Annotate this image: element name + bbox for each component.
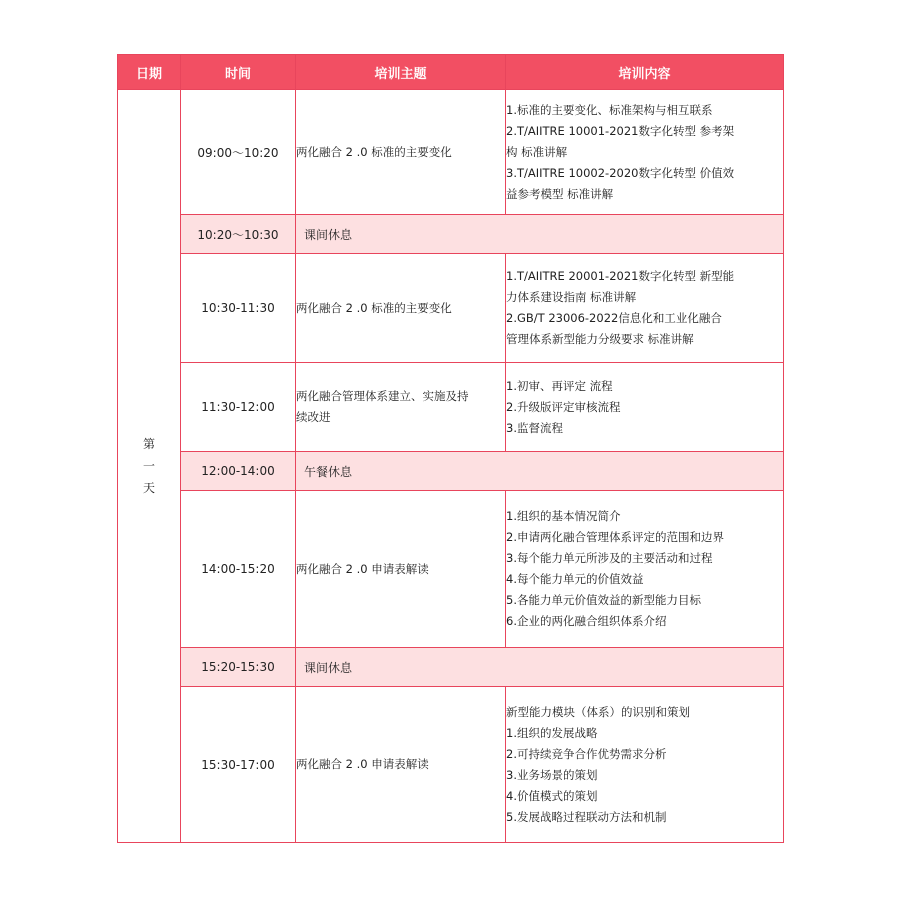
content-line: 2.GB/T 23006-2022信息化和工业化融合 (506, 311, 722, 325)
content-line: 6.企业的两化融合组织体系介绍 (506, 614, 667, 628)
content-line: 管理体系新型能力分级要求 标准讲解 (506, 332, 694, 346)
topic-cell: 两化融合 2 .0 申请表解读 (296, 687, 506, 843)
content-line: 3.T/AIITRE 10002-2020数字化转型 价值效 (506, 165, 735, 180)
content-line: 5.各能力单元价值效益的新型能力目标 (506, 593, 701, 607)
content-line: 1.组织的基本情况简介 (506, 509, 621, 523)
training-schedule-table (117, 54, 784, 843)
break-label: 课间休息 (296, 215, 784, 254)
content-line: 2.T/AIITRE 10001-2021数字化转型 参考架 (506, 123, 735, 138)
content-line: 1.初审、再评定 流程 (506, 378, 613, 393)
header-row (118, 55, 784, 90)
break-label: 午餐休息 (296, 452, 784, 491)
content-cell (506, 491, 784, 648)
header-time: 时间 (181, 55, 296, 90)
topic-line: 续改进 (296, 410, 331, 424)
time-cell: 12:00-14:00 (181, 452, 296, 491)
session-row (118, 254, 784, 363)
session-row (118, 491, 784, 648)
topic-cell (296, 363, 506, 452)
break-row (118, 215, 784, 254)
header-topic: 培训主题 (296, 55, 506, 90)
session-row (118, 363, 784, 452)
day-char: 第 (142, 437, 155, 451)
content-line: 力体系建设指南 标准讲解 (506, 290, 637, 304)
content-line: 5.发展战略过程联动方法和机制 (506, 809, 667, 824)
break-row (118, 452, 784, 491)
topic-cell: 两化融合 2 .0 标准的主要变化 (296, 254, 506, 363)
content-line: 1.T/AIITRE 20001-2021数字化转型 新型能 (506, 269, 735, 283)
content-line: 4.价值模式的策划 (506, 788, 598, 803)
content-cell (506, 363, 784, 452)
header-date: 日期 (118, 55, 181, 90)
time-cell: 15:20-15:30 (181, 648, 296, 687)
content-line: 构 标准讲解 (506, 144, 568, 159)
content-line: 益参考模型 标准讲解 (506, 186, 614, 201)
time-cell: 10:20～10:30 (181, 215, 296, 254)
time-cell: 15:30-17:00 (181, 687, 296, 843)
content-line: 2.申请两化融合管理体系评定的范围和边界 (506, 530, 724, 544)
day-char: 一 (142, 459, 155, 473)
break-label: 课间休息 (296, 648, 784, 687)
session-row (118, 90, 784, 215)
day-cell (118, 90, 181, 843)
content-cell (506, 254, 784, 363)
content-line: 3.业务场景的策划 (506, 767, 598, 782)
topic-cell: 两化融合 2 .0 申请表解读 (296, 491, 506, 648)
time-cell: 09:00～10:20 (181, 90, 296, 215)
content-line: 3.每个能力单元所涉及的主要活动和过程 (506, 551, 713, 565)
content-cell (506, 90, 784, 215)
content-line: 4.每个能力单元的价值效益 (506, 572, 644, 586)
day-char: 天 (142, 481, 155, 495)
content-cell (506, 687, 784, 843)
content-line: 1.标准的主要变化、标准架构与相互联系 (506, 102, 713, 117)
time-cell: 10:30-11:30 (181, 254, 296, 363)
content-line: 2.升级版评定审核流程 (506, 399, 621, 414)
break-row (118, 648, 784, 687)
session-row (118, 687, 784, 843)
content-line: 新型能力模块（体系）的识别和策划 (506, 704, 690, 719)
topic-cell: 两化融合 2 .0 标准的主要变化 (296, 90, 506, 215)
content-line: 2.可持续竞争合作优势需求分析 (506, 746, 667, 761)
header-content: 培训内容 (506, 55, 784, 90)
time-cell: 11:30-12:00 (181, 363, 296, 452)
time-cell: 14:00-15:20 (181, 491, 296, 648)
topic-line: 两化融合管理体系建立、实施及持 (296, 389, 469, 403)
content-line: 3.监督流程 (506, 420, 563, 435)
content-line: 1.组织的发展战略 (506, 725, 598, 740)
